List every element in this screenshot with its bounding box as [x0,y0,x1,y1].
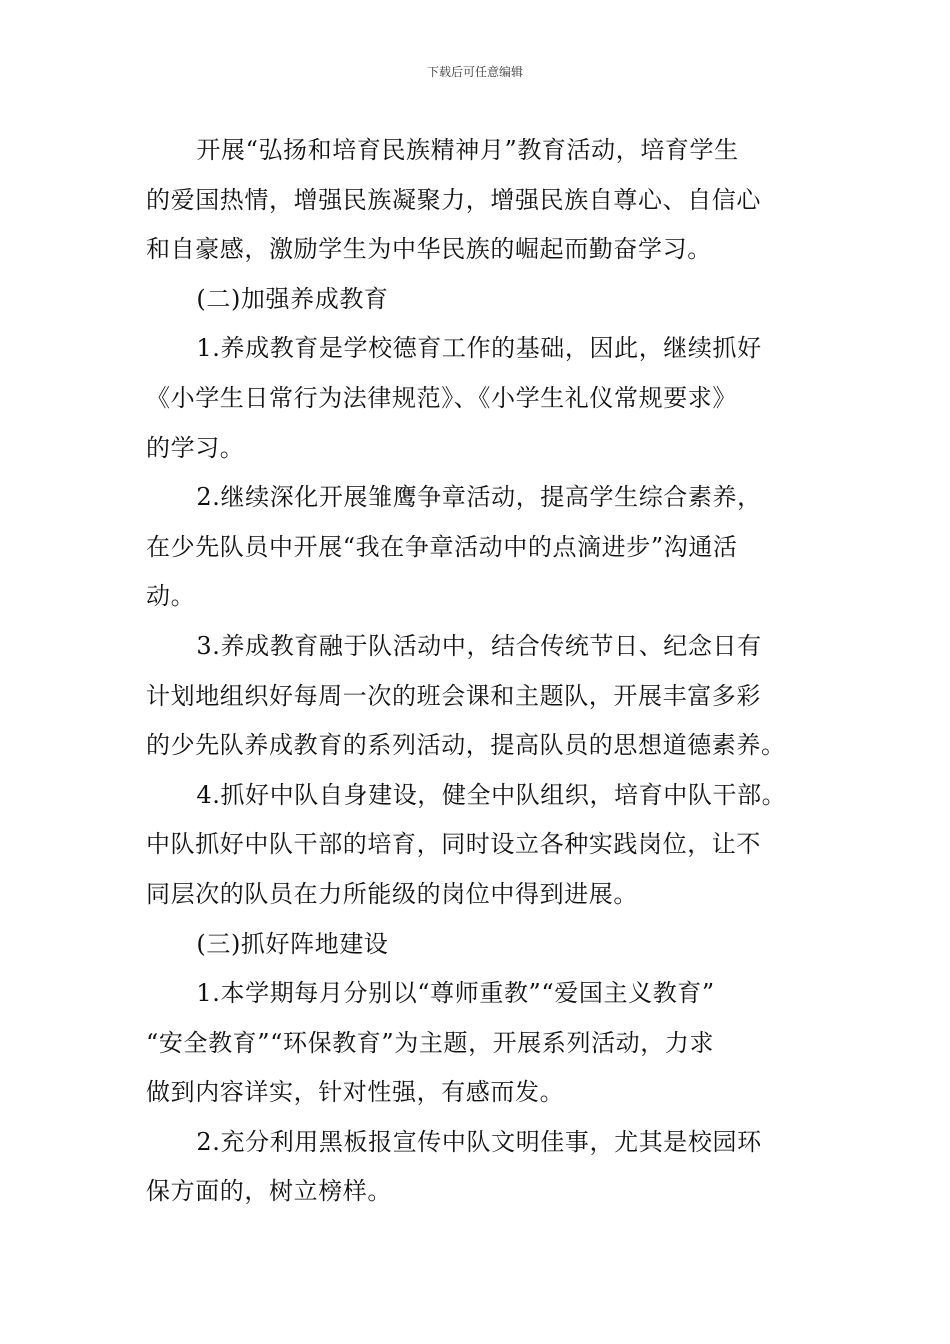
paragraph-2-1: 1.养成教育是学校德育工作的基础，因此，继续抓好 《小学生日常行为法律规范》、《小学生礼仪常规要求》 的学习。 [146,334,762,462]
paragraph-2-3: 3.养成教育融于队活动中，结合传统节日、纪念日有 计划地组织好每周一次的班会课和主题队，开展丰富多彩 的少先队养成教育的系列活动，提高队员的思想道德素养。 [146,631,786,760]
page-header: 下载后可任意编辑 [426,65,523,79]
section-heading-3: (三)抓好阵地建设 [196,929,389,958]
paragraph-intro: 开展“弘扬和培育民族精神月”教育活动，培育学生 的爱国热情，增强民族凝聚力，增强民族自尊心、自信心 和自豪感，激励学生为中华民族的崛起而勤奋学习。 [146,136,761,264]
paragraph-2-2: 2.继续深化开展雏鹰争章活动，提高学生综合素养， 在少先队员中开展“我在争章活动中的点滴进步”沟通活 动。 [146,483,762,611]
section-heading-2: (二)加强养成教育 [196,284,389,313]
paragraph-3-1: 1.本学期每月分别以“尊师重教”“爱国主义教育” “安全教育”“环保教育”为主题，开展系列活动，力求 做到内容详实，针对性强，有感而发。 [146,979,715,1107]
document-body [146,126,808,1217]
paragraph-2-4: 4.抓好中队自身建设，健全中队组织，培育中队干部。 中队抓好中队干部的培育，同时设立各种实践岗位，让不 同层次的队员在力所能级的岗位中得到进展。 [146,780,787,908]
paragraph-3-2: 2.充分利用黑板报宣传中队文明佳事，尤其是校园环 保方面的，树立榜样。 [146,1127,762,1206]
